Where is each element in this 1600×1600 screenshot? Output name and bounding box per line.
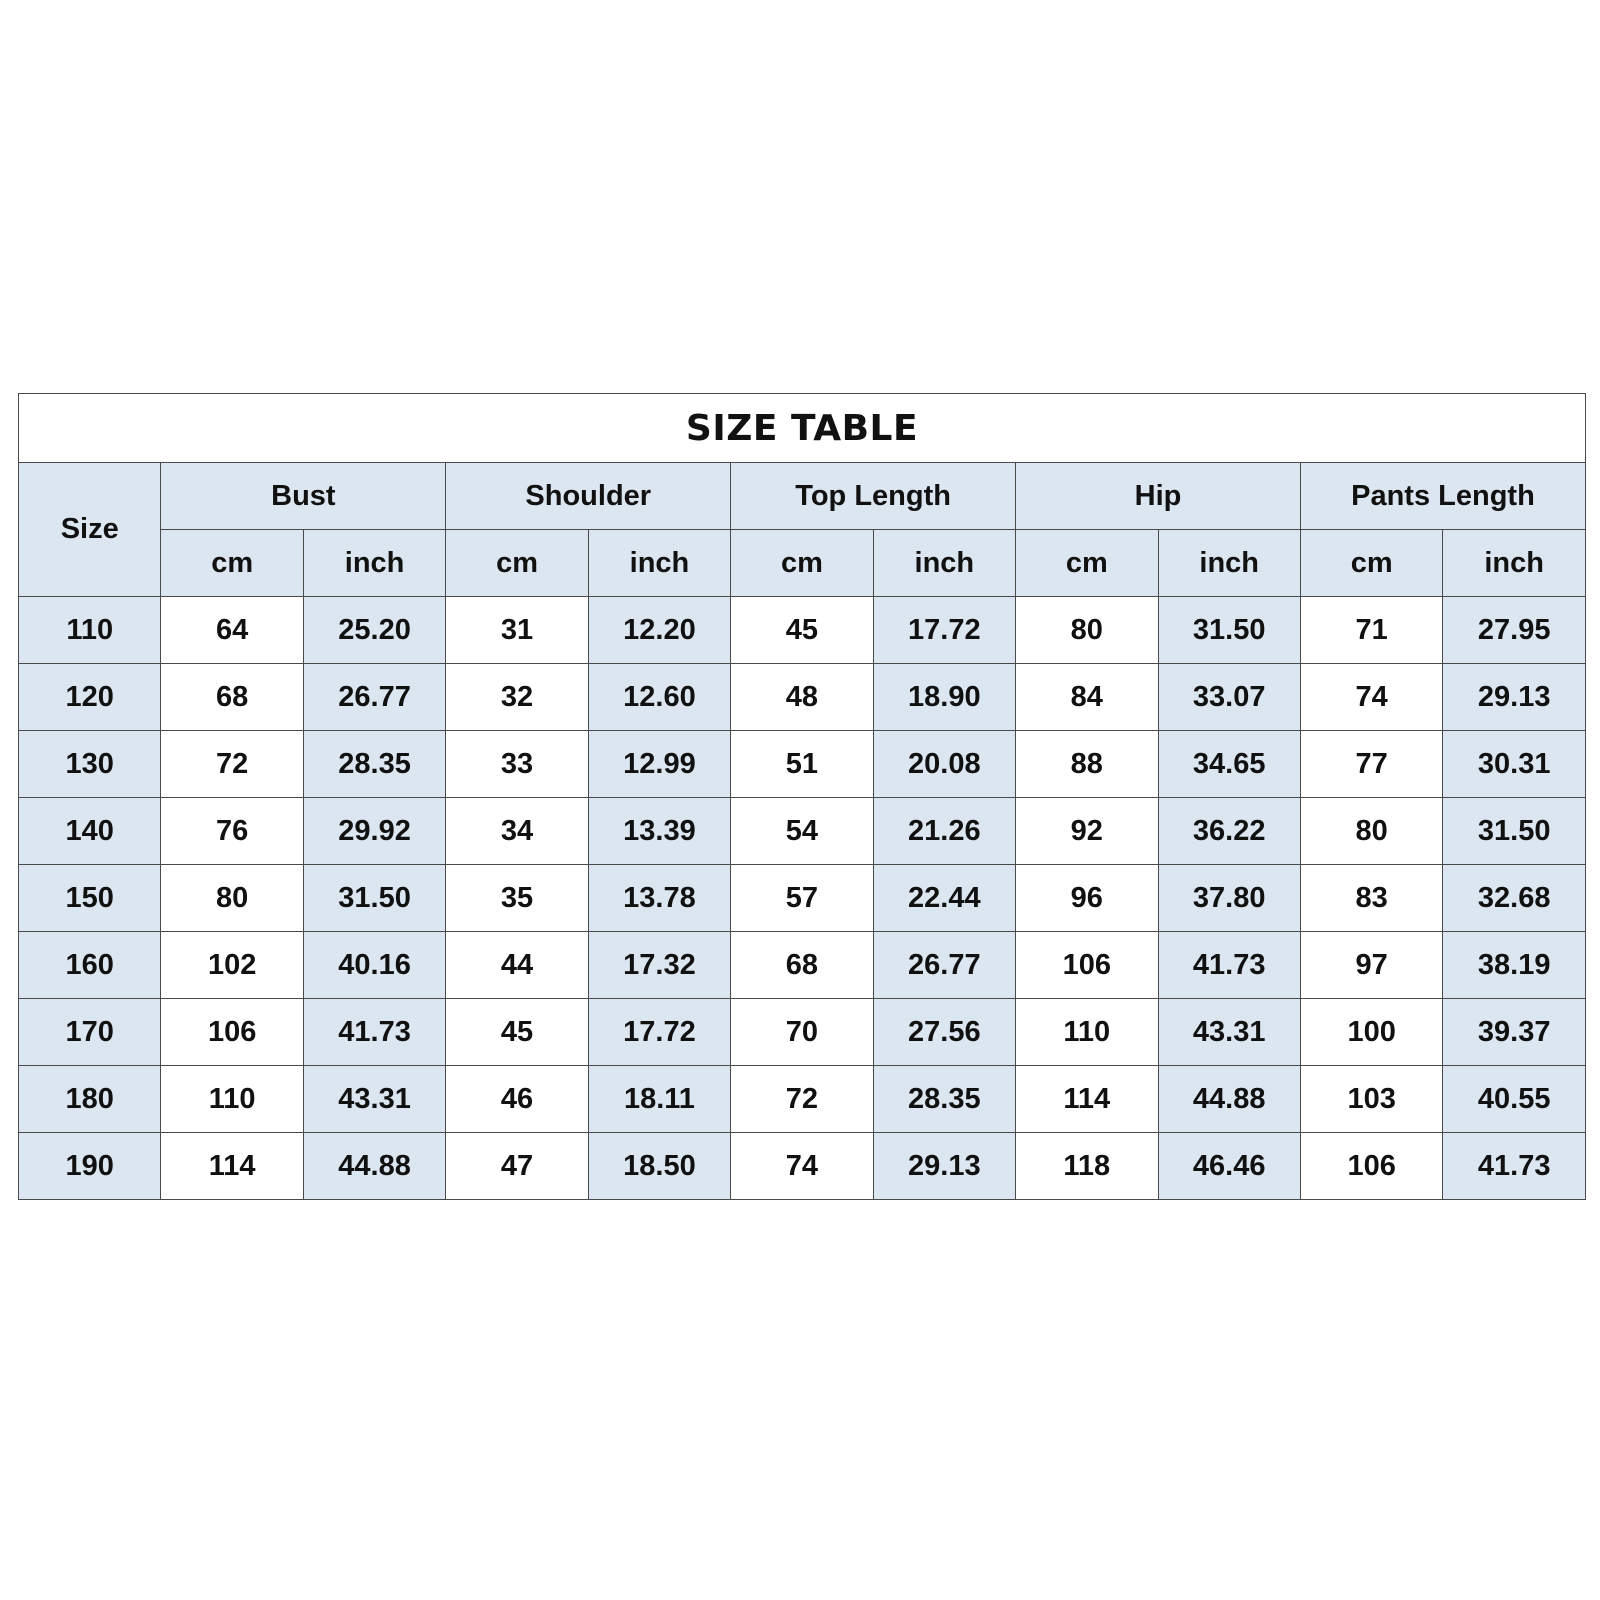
inch-value-cell: 41.73 <box>1158 932 1300 999</box>
group-header-pants-length: Pants Length <box>1300 463 1585 530</box>
inch-value-cell: 17.72 <box>873 597 1015 664</box>
cm-value-cell: 34 <box>446 798 588 865</box>
cm-value-cell: 97 <box>1300 932 1442 999</box>
cm-value-cell: 54 <box>731 798 873 865</box>
inch-value-cell: 41.73 <box>303 999 445 1066</box>
inch-value-cell: 27.95 <box>1443 597 1586 664</box>
cm-value-cell: 57 <box>731 865 873 932</box>
size-cell: 180 <box>19 1066 161 1133</box>
inch-value-cell: 31.50 <box>1158 597 1300 664</box>
inch-value-cell: 36.22 <box>1158 798 1300 865</box>
cm-value-cell: 103 <box>1300 1066 1442 1133</box>
inch-value-cell: 13.78 <box>588 865 730 932</box>
cm-value-cell: 114 <box>161 1133 303 1200</box>
inch-value-cell: 18.11 <box>588 1066 730 1133</box>
inch-value-cell: 28.35 <box>303 731 445 798</box>
group-header-bust: Bust <box>161 463 446 530</box>
cm-value-cell: 106 <box>161 999 303 1066</box>
inch-value-cell: 34.65 <box>1158 731 1300 798</box>
size-cell: 110 <box>19 597 161 664</box>
cm-value-cell: 45 <box>731 597 873 664</box>
cm-value-cell: 80 <box>161 865 303 932</box>
inch-value-cell: 44.88 <box>303 1133 445 1200</box>
cm-value-cell: 84 <box>1016 664 1158 731</box>
cm-value-cell: 74 <box>1300 664 1442 731</box>
size-cell: 140 <box>19 798 161 865</box>
inch-value-cell: 12.20 <box>588 597 730 664</box>
inch-value-cell: 32.68 <box>1443 865 1586 932</box>
cm-value-cell: 88 <box>1016 731 1158 798</box>
inch-value-cell: 17.72 <box>588 999 730 1066</box>
size-header: Size <box>19 463 161 597</box>
size-cell: 160 <box>19 932 161 999</box>
cm-value-cell: 92 <box>1016 798 1158 865</box>
cm-value-cell: 47 <box>446 1133 588 1200</box>
inch-value-cell: 12.99 <box>588 731 730 798</box>
cm-value-cell: 68 <box>161 664 303 731</box>
size-table <box>18 393 1586 1200</box>
inch-value-cell: 27.56 <box>873 999 1015 1066</box>
inch-value-cell: 13.39 <box>588 798 730 865</box>
cm-value-cell: 33 <box>446 731 588 798</box>
inch-value-cell: 29.92 <box>303 798 445 865</box>
cm-value-cell: 106 <box>1016 932 1158 999</box>
table-row <box>19 999 1586 1066</box>
cm-value-cell: 74 <box>731 1133 873 1200</box>
cm-value-cell: 64 <box>161 597 303 664</box>
size-cell: 190 <box>19 1133 161 1200</box>
cm-value-cell: 110 <box>161 1066 303 1133</box>
inch-value-cell: 17.32 <box>588 932 730 999</box>
cm-value-cell: 71 <box>1300 597 1442 664</box>
size-cell: 150 <box>19 865 161 932</box>
inch-value-cell: 40.55 <box>1443 1066 1586 1133</box>
inch-value-cell: 12.60 <box>588 664 730 731</box>
table-title: SIZE TABLE <box>19 394 1586 463</box>
inch-value-cell: 40.16 <box>303 932 445 999</box>
cm-value-cell: 100 <box>1300 999 1442 1066</box>
inch-value-cell: 18.90 <box>873 664 1015 731</box>
cm-value-cell: 31 <box>446 597 588 664</box>
cm-value-cell: 51 <box>731 731 873 798</box>
cm-value-cell: 44 <box>446 932 588 999</box>
inch-value-cell: 22.44 <box>873 865 1015 932</box>
table-row <box>19 664 1586 731</box>
inch-value-cell: 25.20 <box>303 597 445 664</box>
inch-value-cell: 43.31 <box>303 1066 445 1133</box>
inch-value-cell: 31.50 <box>303 865 445 932</box>
table-row <box>19 597 1586 664</box>
cm-value-cell: 118 <box>1016 1133 1158 1200</box>
cm-value-cell: 102 <box>161 932 303 999</box>
table-body <box>19 597 1586 1200</box>
inch-value-cell: 29.13 <box>1443 664 1586 731</box>
inch-value-cell: 26.77 <box>873 932 1015 999</box>
table-row <box>19 1066 1586 1133</box>
inch-value-cell: 28.35 <box>873 1066 1015 1133</box>
size-cell: 120 <box>19 664 161 731</box>
cm-value-cell: 48 <box>731 664 873 731</box>
unit-header: inch <box>1158 530 1300 597</box>
inch-value-cell: 20.08 <box>873 731 1015 798</box>
inch-value-cell: 38.19 <box>1443 932 1586 999</box>
unit-header: inch <box>1443 530 1586 597</box>
size-cell: 130 <box>19 731 161 798</box>
cm-value-cell: 106 <box>1300 1133 1442 1200</box>
inch-value-cell: 44.88 <box>1158 1066 1300 1133</box>
inch-value-cell: 43.31 <box>1158 999 1300 1066</box>
unit-header-row <box>19 530 1586 597</box>
unit-header: cm <box>161 530 303 597</box>
table-row <box>19 731 1586 798</box>
cm-value-cell: 72 <box>731 1066 873 1133</box>
cm-value-cell: 80 <box>1300 798 1442 865</box>
table-row <box>19 1133 1586 1200</box>
unit-header: cm <box>1300 530 1442 597</box>
table-row <box>19 932 1586 999</box>
size-cell: 170 <box>19 999 161 1066</box>
inch-value-cell: 26.77 <box>303 664 445 731</box>
cm-value-cell: 45 <box>446 999 588 1066</box>
inch-value-cell: 41.73 <box>1443 1133 1586 1200</box>
unit-header: cm <box>446 530 588 597</box>
unit-header: inch <box>873 530 1015 597</box>
group-header-top-length: Top Length <box>731 463 1016 530</box>
inch-value-cell: 29.13 <box>873 1133 1015 1200</box>
cm-value-cell: 32 <box>446 664 588 731</box>
cm-value-cell: 72 <box>161 731 303 798</box>
group-header-shoulder: Shoulder <box>446 463 731 530</box>
unit-header: inch <box>303 530 445 597</box>
cm-value-cell: 80 <box>1016 597 1158 664</box>
inch-value-cell: 33.07 <box>1158 664 1300 731</box>
cm-value-cell: 96 <box>1016 865 1158 932</box>
inch-value-cell: 21.26 <box>873 798 1015 865</box>
group-header-hip: Hip <box>1016 463 1301 530</box>
cm-value-cell: 35 <box>446 865 588 932</box>
cm-value-cell: 46 <box>446 1066 588 1133</box>
cm-value-cell: 76 <box>161 798 303 865</box>
table-row <box>19 865 1586 932</box>
inch-value-cell: 31.50 <box>1443 798 1586 865</box>
cm-value-cell: 70 <box>731 999 873 1066</box>
inch-value-cell: 39.37 <box>1443 999 1586 1066</box>
cm-value-cell: 68 <box>731 932 873 999</box>
unit-header: inch <box>588 530 730 597</box>
table-row <box>19 798 1586 865</box>
unit-header: cm <box>1016 530 1158 597</box>
inch-value-cell: 18.50 <box>588 1133 730 1200</box>
cm-value-cell: 77 <box>1300 731 1442 798</box>
inch-value-cell: 46.46 <box>1158 1133 1300 1200</box>
cm-value-cell: 83 <box>1300 865 1442 932</box>
inch-value-cell: 30.31 <box>1443 731 1586 798</box>
group-header-row <box>19 463 1586 530</box>
cm-value-cell: 114 <box>1016 1066 1158 1133</box>
cm-value-cell: 110 <box>1016 999 1158 1066</box>
title-row <box>19 394 1586 463</box>
unit-header: cm <box>731 530 873 597</box>
inch-value-cell: 37.80 <box>1158 865 1300 932</box>
